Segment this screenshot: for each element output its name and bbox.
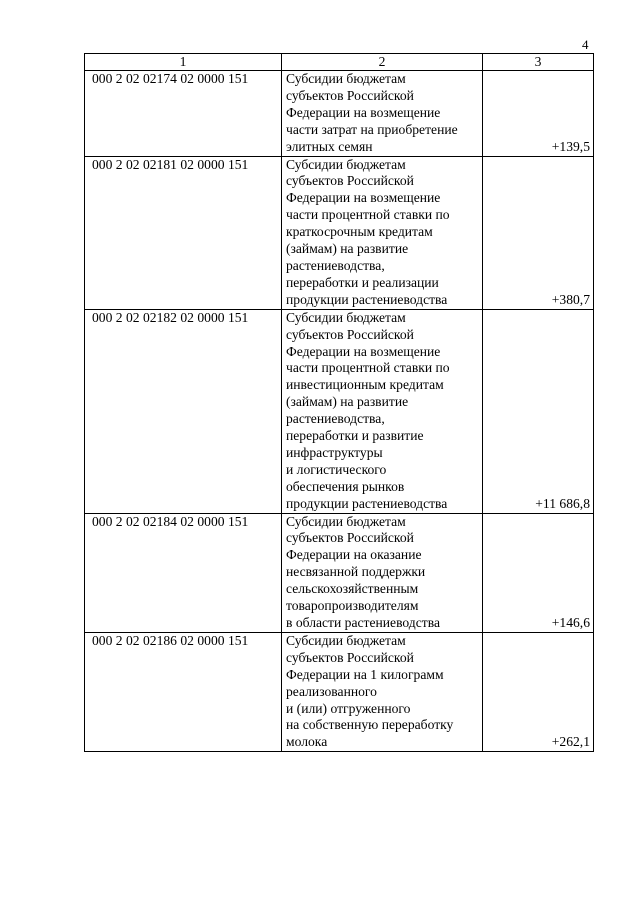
amount: +262,1 — [483, 632, 594, 751]
table-row — [85, 156, 594, 309]
subsidy-description: Субсидии бюджетам субъектов Российской Федерации на 1 килограмм реализованного и (или) отгруженного на собственную переработку молока — [282, 632, 483, 751]
budget-code: 000 2 02 02184 02 0000 151 — [85, 513, 282, 632]
budget-code: 000 2 02 02182 02 0000 151 — [85, 309, 282, 513]
subsidy-description: Субсидии бюджетам субъектов Российской Федерации на возмещение части процентной ставки по краткосрочным кредитам (займам) на развитие растениеводства, переработки и реализации продукции растениеводства — [282, 156, 483, 309]
subsidy-description: Субсидии бюджетам субъектов Российской Федерации на возмещение части затрат на приобретение элитных семян — [282, 71, 483, 157]
budget-code: 000 2 02 02181 02 0000 151 — [85, 156, 282, 309]
column-header-3: 3 — [483, 54, 594, 71]
table-row — [85, 632, 594, 751]
subsidy-description: Субсидии бюджетам субъектов Российской Федерации на возмещение части процентной ставки по инвестиционным кредитам (займам) на развитие растениеводства, переработки и развитие инфраструктуры и логистического обеспечения рынков продукции растениеводства — [282, 309, 483, 513]
budget-code: 000 2 02 02186 02 0000 151 — [85, 632, 282, 751]
budget-code: 000 2 02 02174 02 0000 151 — [85, 71, 282, 157]
table-header-row — [85, 54, 594, 71]
amount: +146,6 — [483, 513, 594, 632]
column-header-2: 2 — [282, 54, 483, 71]
table-row — [85, 71, 594, 157]
amount: +11 686,8 — [483, 309, 594, 513]
column-header-1: 1 — [85, 54, 282, 71]
subsidy-description: Субсидии бюджетам субъектов Российской Федерации на оказание несвязанной поддержки сельскохозяйственным товаропроизводителям в области растениеводства — [282, 513, 483, 632]
table-row — [85, 309, 594, 513]
amount: +380,7 — [483, 156, 594, 309]
budget-table — [84, 53, 594, 752]
amount: +139,5 — [483, 71, 594, 157]
page-number: 4 — [582, 37, 589, 52]
table-row — [85, 513, 594, 632]
